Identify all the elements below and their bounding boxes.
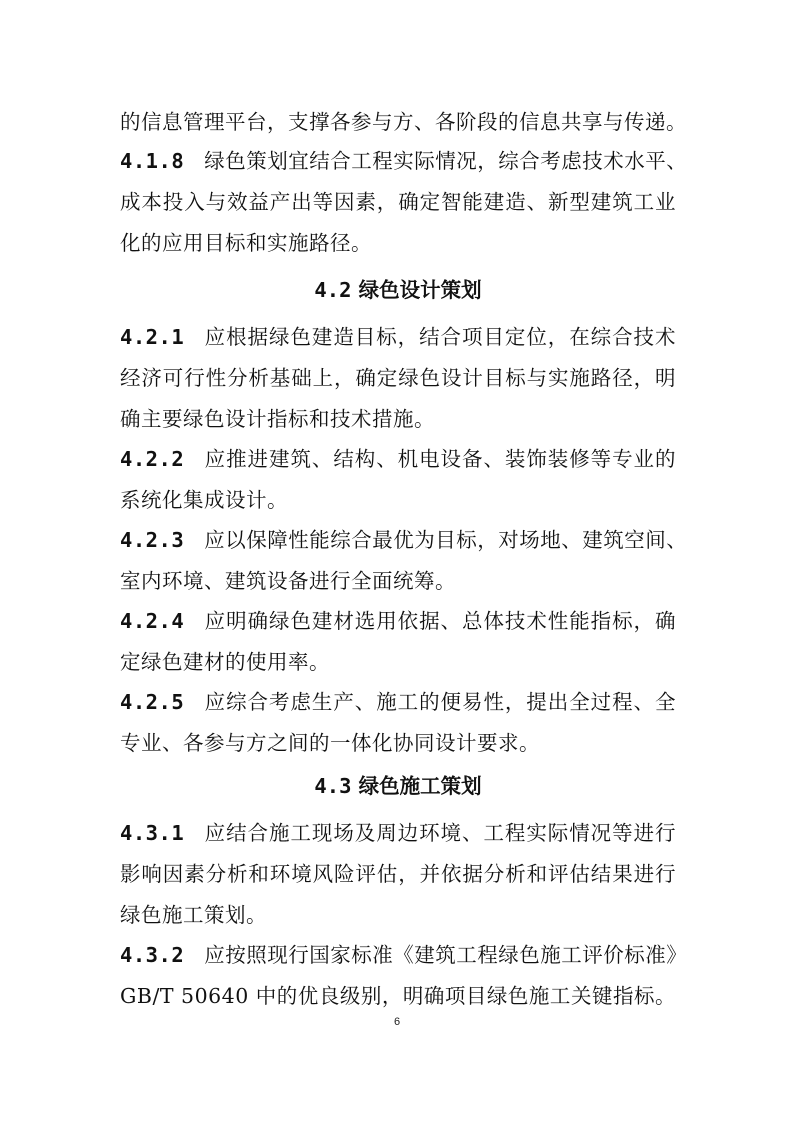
clause-number: 4.2.1 bbox=[120, 325, 185, 349]
clause-number: 4.1.8 bbox=[120, 149, 185, 173]
clause-4-2-1-line-3: 确主要绿色设计指标和技术措施。 bbox=[120, 407, 435, 431]
continuation-line: 的信息管理平台，支撑各参与方、各阶段的信息共享与传递。 bbox=[120, 110, 687, 134]
clause-4-2-1-line-1 bbox=[120, 316, 676, 358]
clause-4-2-4-line-2: 定绿色建材的使用率。 bbox=[120, 650, 330, 674]
clause-text: 应明确绿色建材选用依据、总体技术性能指标，确 bbox=[204, 609, 676, 633]
clause-text: 应根据绿色建造目标，结合项目定位，在综合技术 bbox=[204, 325, 676, 349]
clause-4-2-1-line-2: 经济可行性分析基础上，确定绿色设计目标与实施路径，明 bbox=[120, 366, 676, 390]
clause-number: 4.2.2 bbox=[120, 447, 185, 471]
section-title: 绿色设计策划 bbox=[358, 278, 482, 302]
clause-text: 应综合考虑生产、施工的便易性，提出全过程、全 bbox=[204, 690, 676, 714]
section-number: 4.3 bbox=[314, 774, 352, 798]
clause-4-1-8-line-3: 化的应用目标和实施路径。 bbox=[120, 231, 372, 255]
clause-4-2-5-line-1 bbox=[120, 681, 676, 723]
section-title: 绿色施工策划 bbox=[358, 774, 482, 798]
clause-4-2-2-line-1 bbox=[120, 438, 676, 480]
section-heading-4-2 bbox=[120, 268, 676, 312]
clause-4-1-8-line-1 bbox=[120, 140, 688, 182]
clause-4-2-4-line-1 bbox=[120, 600, 676, 642]
clause-4-2-2-line-2: 系统化集成设计。 bbox=[120, 488, 288, 512]
clause-text: 应推进建筑、结构、机电设备、装饰装修等专业的 bbox=[204, 447, 676, 471]
clause-number: 4.2.4 bbox=[120, 609, 185, 633]
clause-number: 4.3.1 bbox=[120, 821, 185, 845]
clause-text: 应按照现行国家标准《建筑工程绿色施工评价标准》 bbox=[204, 943, 688, 967]
section-number: 4.2 bbox=[314, 278, 352, 302]
clause-text: 绿色策划宜结合工程实际情况，综合考虑技术水平、 bbox=[204, 149, 688, 173]
clause-4-2-5-line-2: 专业、各参与方之间的一体化协同设计要求。 bbox=[120, 731, 540, 755]
clause-4-2-3-line-2: 室内环境、建筑设备进行全面统筹。 bbox=[120, 569, 456, 593]
clause-4-3-2-line-2: GB/T 50640 中的优良级别，明确项目绿色施工关键指标。 bbox=[120, 984, 676, 1008]
clause-4-3-1-line-1 bbox=[120, 812, 676, 854]
clause-4-3-1-line-3: 绿色施工策划。 bbox=[120, 903, 267, 927]
clause-number: 4.2.3 bbox=[120, 528, 185, 552]
clause-4-3-1-line-2: 影响因素分析和环境风险评估，并依据分析和评估结果进行 bbox=[120, 862, 676, 886]
clause-4-1-8-line-2: 成本投入与效益产出等因素，确定智能建造、新型建筑工业 bbox=[120, 190, 676, 214]
section-heading-4-3 bbox=[120, 764, 676, 808]
clause-number: 4.3.2 bbox=[120, 943, 185, 967]
clause-text: 应以保障性能综合最优为目标，对场地、建筑空间、 bbox=[204, 528, 688, 552]
clause-text: 应结合施工现场及周边环境、工程实际情况等进行 bbox=[204, 821, 676, 845]
page-number: 6 bbox=[393, 1016, 401, 1028]
clause-4-2-3-line-1 bbox=[120, 519, 688, 561]
clause-number: 4.2.5 bbox=[120, 690, 185, 714]
clause-4-3-2-line-1 bbox=[120, 934, 688, 976]
